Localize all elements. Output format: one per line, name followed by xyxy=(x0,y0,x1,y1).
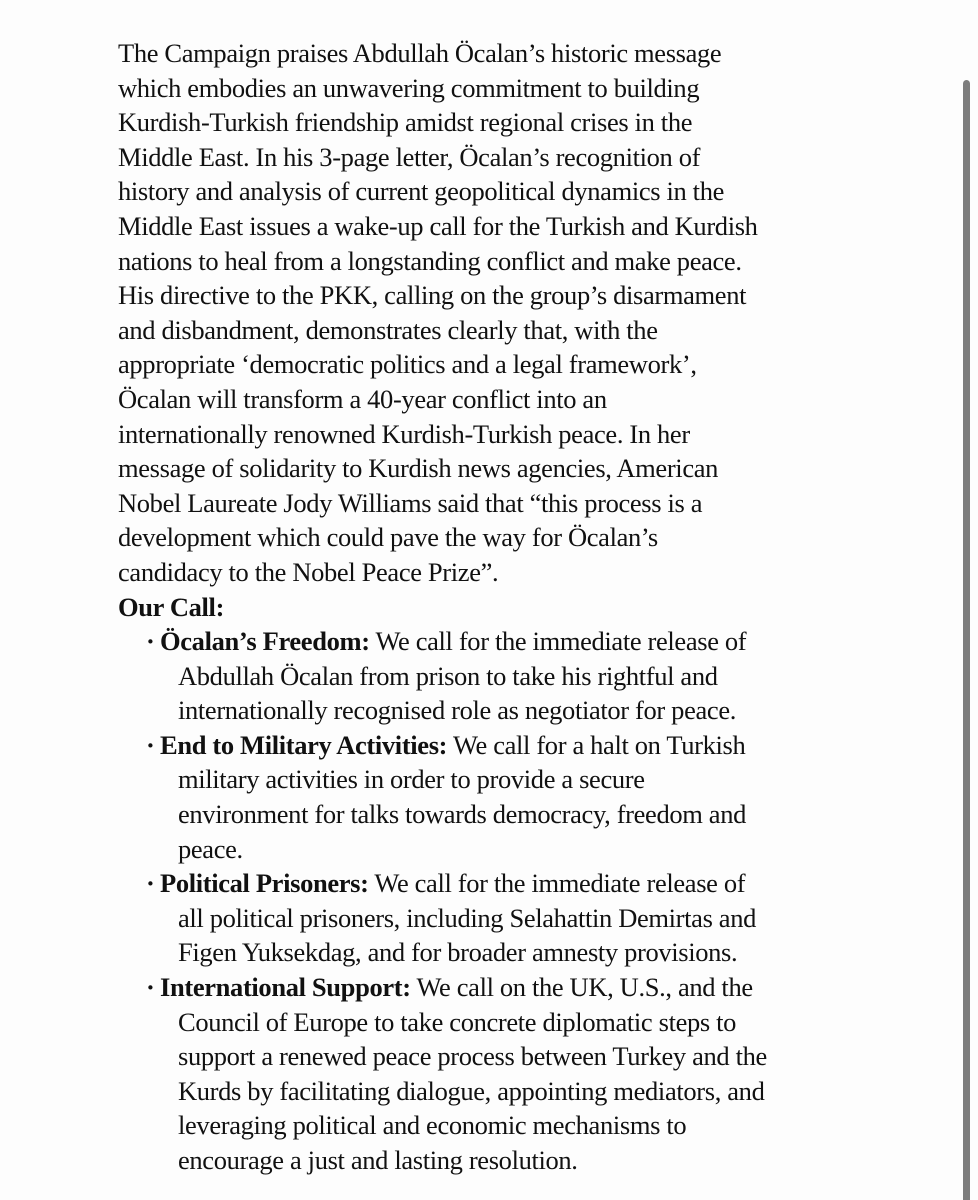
text-line: message of solidarity to Kurdish news agencies, American xyxy=(118,453,719,484)
text-line: The Campaign praises Abdullah Öcalan’s historic message xyxy=(118,38,722,68)
call-text: We call for the immediate release of xyxy=(368,868,746,899)
call-item-ocalan-freedom xyxy=(118,624,878,728)
call-title: Political Prisoners: xyxy=(160,868,369,899)
call-item-end-military-activities xyxy=(118,728,878,866)
call-text: We call for the immediate release of xyxy=(369,626,747,657)
bullet-icon: · xyxy=(146,729,155,760)
vertical-scrollbar[interactable] xyxy=(963,80,970,1200)
text-line: history and analysis of current geopolitical dynamics in the xyxy=(118,176,725,207)
text-line: development which could pave the way for Öcalan’s xyxy=(118,522,658,553)
call-first-line xyxy=(160,866,878,901)
document-body xyxy=(118,36,878,1178)
call-item-political-prisoners xyxy=(118,866,878,970)
bullet-icon: · xyxy=(146,972,155,1003)
text-line: appropriate ‘democratic politics and a legal framework’, xyxy=(118,349,697,380)
text-line: His directive to the PKK, calling on the group’s disarmament xyxy=(118,280,747,311)
text-line: support a renewed peace process between Turkey and the xyxy=(178,1041,767,1072)
call-list xyxy=(118,624,878,1178)
bullet-icon: · xyxy=(146,626,155,657)
text-line: peace. xyxy=(178,833,243,864)
text-line: internationally recognised role as negotiator for peace. xyxy=(178,695,737,726)
text-line: Figen Yuksekdag, and for broader amnesty provisions. xyxy=(178,937,738,968)
call-first-line xyxy=(160,970,878,1005)
text-line: which embodies an unwavering commitment to building xyxy=(118,72,700,103)
text-line: and disbandment, demonstrates clearly that, with the xyxy=(118,314,658,345)
text-line: candidacy to the Nobel Peace Prize”. xyxy=(118,556,499,587)
text-line: Nobel Laureate Jody Williams said that “this process is a xyxy=(118,487,703,518)
text-line: Kurdish-Turkish friendship amidst regional crises in the xyxy=(118,107,693,138)
text-line: internationally renowned Kurdish-Turkish peace. In her xyxy=(118,418,690,449)
call-text: We call on the UK, U.S., and the xyxy=(410,972,753,1003)
call-text: We call for a halt on Turkish xyxy=(447,729,746,760)
text-line: Abdullah Öcalan from prison to take his rightful and xyxy=(178,660,718,691)
call-first-line xyxy=(160,624,878,659)
text-line: environment for talks towards democracy, freedom and xyxy=(178,799,747,830)
call-title: International Support: xyxy=(160,972,411,1003)
call-title: Öcalan’s Freedom: xyxy=(160,626,370,657)
text-line: leveraging political and economic mechanisms to xyxy=(178,1110,687,1141)
text-line: encourage a just and lasting resolution. xyxy=(178,1145,578,1175)
call-first-line xyxy=(160,728,878,763)
text-line: Öcalan will transform a 40-year conflict into an xyxy=(118,383,607,414)
text-line: military activities in order to provide a secure xyxy=(178,764,645,795)
our-call-heading: Our Call: xyxy=(118,591,225,622)
intro-paragraph xyxy=(118,36,878,590)
bullet-icon: · xyxy=(146,868,155,899)
text-line: Middle East. In his 3-page letter, Öcalan’s recognition of xyxy=(118,141,701,172)
text-line: nations to heal from a longstanding conflict and make peace. xyxy=(118,245,742,276)
call-item-international-support xyxy=(118,970,878,1178)
text-line: Middle East issues a wake-up call for the Turkish and Kurdish xyxy=(118,210,758,241)
text-line: Kurds by facilitating dialogue, appointing mediators, and xyxy=(178,1075,765,1106)
text-line: all political prisoners, including Selahattin Demirtas and xyxy=(178,902,757,933)
call-title: End to Military Activities: xyxy=(160,729,448,760)
text-line: Council of Europe to take concrete diplomatic steps to xyxy=(178,1006,737,1037)
